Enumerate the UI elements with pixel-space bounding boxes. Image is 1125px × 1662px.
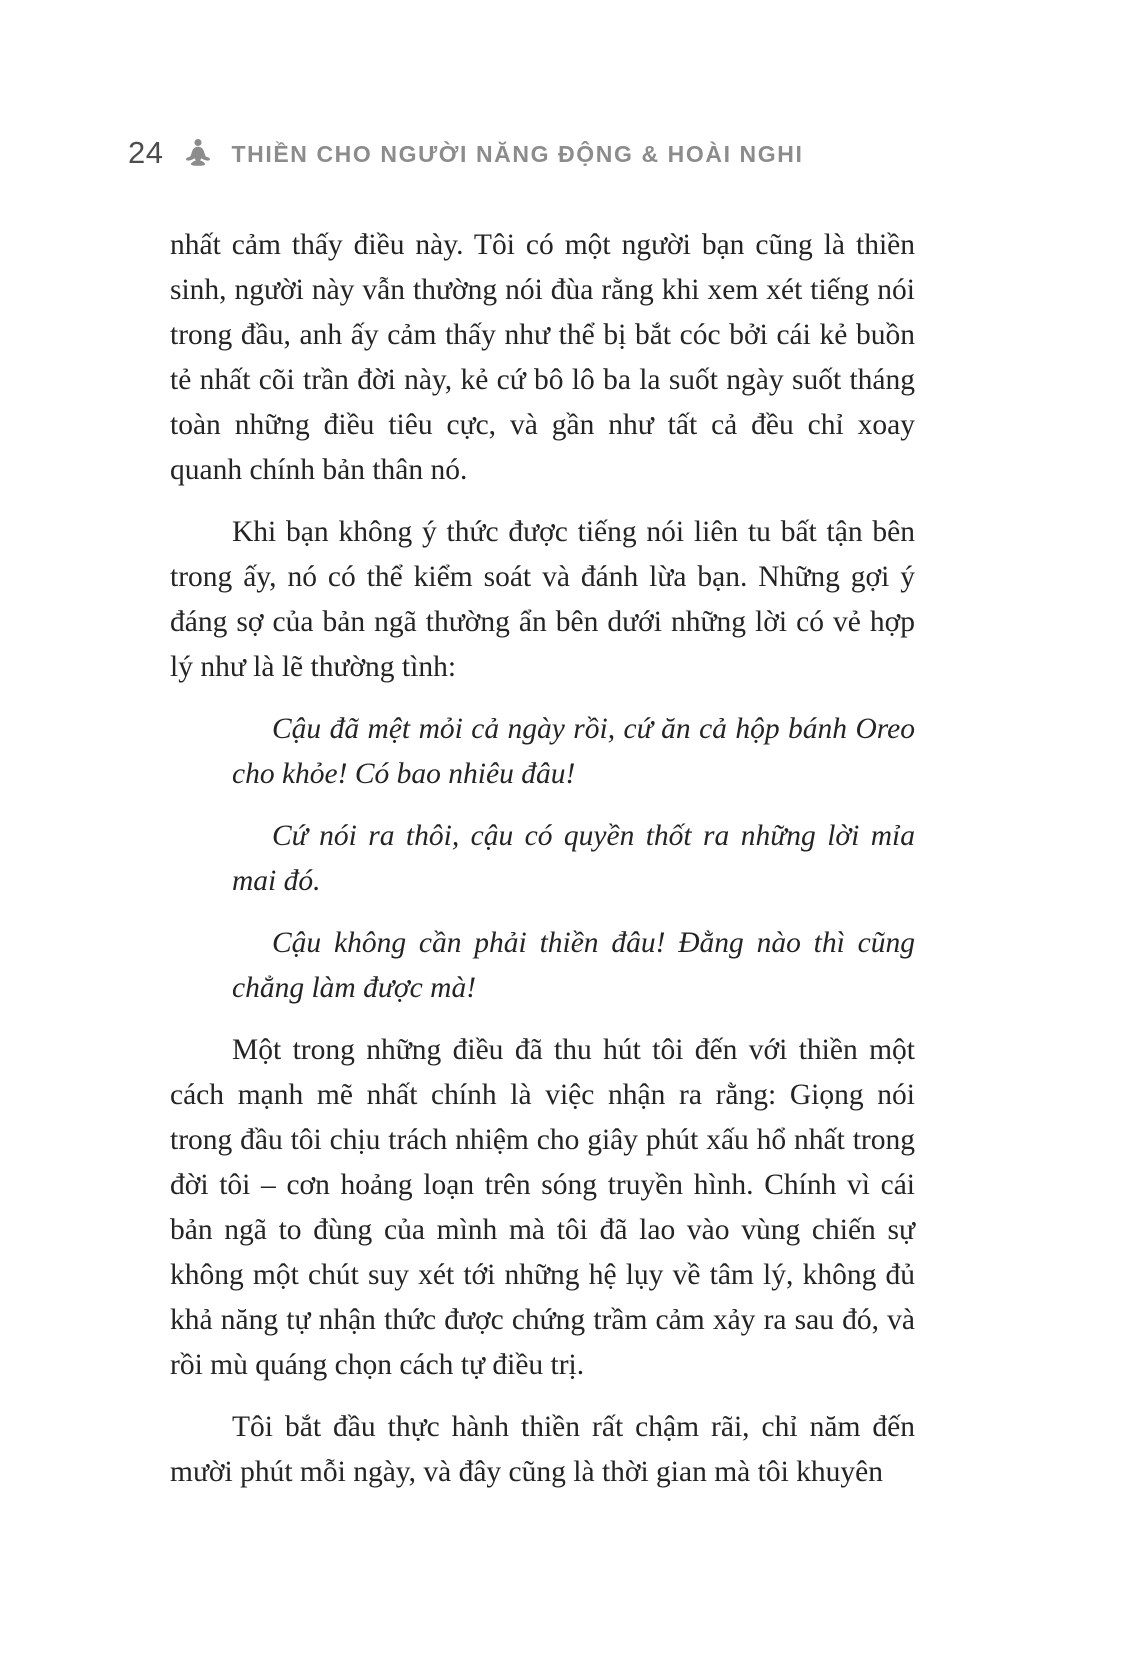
meditation-icon: [181, 136, 215, 170]
quote-paragraph: Cậu không cần phải thiền đâu! Đằng nào thì cũng chẳng làm được mà!: [232, 927, 915, 1004]
page-header: [0, 0, 1125, 171]
page-body: [0, 171, 1125, 1495]
quote-paragraph: Cậu đã mệt mỏi cả ngày rồi, cứ ăn cả hộp bánh Oreo cho khỏe! Có bao nhiêu đâu!: [232, 713, 915, 790]
quote-paragraph: Cứ nói ra thôi, cậu có quyền thốt ra những lời mỉa mai đó.: [232, 820, 915, 897]
paragraph: Tôi bắt đầu thực hành thiền rất chậm rãi, chỉ năm đến mười phút mỗi ngày, và đây cũng là thời gian mà tôi khuyên: [170, 1411, 915, 1488]
paragraph: nhất cảm thấy điều này. Tôi có một người bạn cũng là thiền sinh, người này vẫn thường nói đùa rằng khi xem xét tiếng nói trong đầu, anh ấy cảm thấy như thể bị bắt cóc bởi cái kẻ buồn tẻ nhất cõi trần đời này, kẻ cứ bô lô ba la suốt ngày suốt tháng toàn những điều tiêu cực, và gần như tất cả đều chỉ xoay quanh chính bản thân nó.: [170, 229, 915, 486]
paragraph: Một trong những điều đã thu hút tôi đến với thiền một cách mạnh mẽ nhất chính là việc nhận ra rằng: Giọng nói trong đầu tôi chịu trách nhiệm cho giây phút xấu hổ nhất trong đời tôi – cơn hoảng loạn trên sóng truyền hình. Chính vì cái bản ngã to đùng của mình mà tôi đã lao vào vùng chiến sự không một chút suy xét tới những hệ lụy về tâm lý, không đủ khả năng tự nhận thức được chứng trầm cảm xảy ra sau đó, và rồi mù quáng chọn cách tự điều trị.: [170, 1034, 915, 1381]
book-title: THIỀN CHO NGƯỜI NĂNG ĐỘNG & HOÀI NGHI: [231, 140, 804, 167]
paragraph: Khi bạn không ý thức được tiếng nói liên tu bất tận bên trong ấy, nó có thể kiểm soát và đánh lừa bạn. Những gợi ý đáng sợ của bản ngã thường ẩn bên dưới những lời có vẻ hợp lý như là lẽ thường tình:: [170, 516, 915, 683]
page-number: 24: [128, 135, 164, 170]
